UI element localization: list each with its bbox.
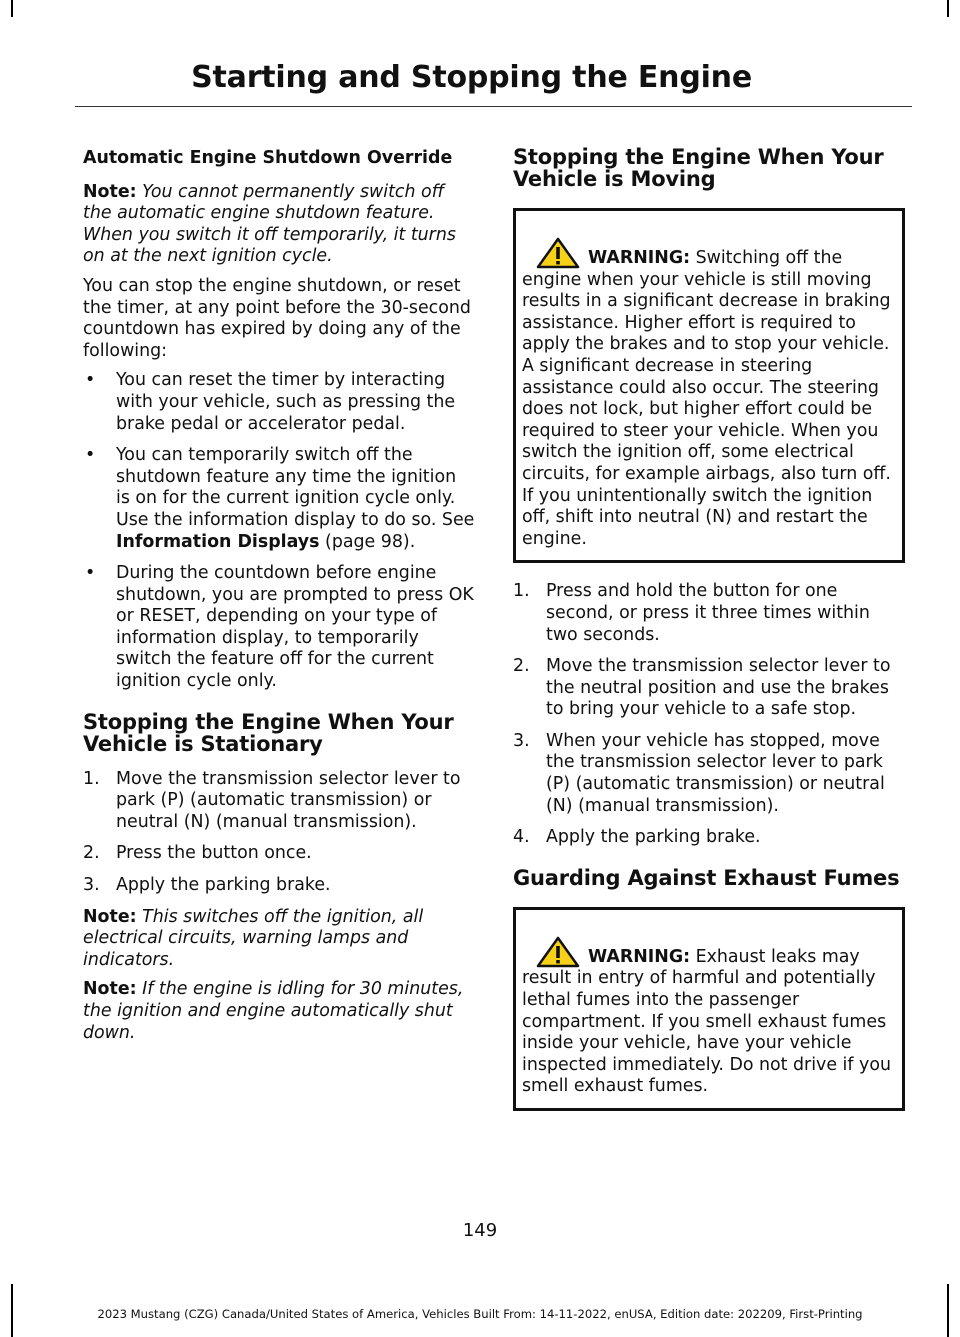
warning-triangle-icon: [536, 237, 580, 269]
warning-text: Exhaust leaks may result in entry of harmful and potentially lethal fumes into the passenger compartment. If you smell exhaust fumes inside your vehicle, have your vehicle inspected immediately. Do not drive if you smell exhaust fumes.: [522, 946, 891, 1097]
bullet-symbol: •: [85, 563, 96, 584]
note-label: Note:: [83, 181, 137, 202]
step-number: 3.: [83, 875, 100, 896]
xref-page: (page 98).: [319, 531, 416, 552]
moving-heading: Stopping the Engine When Your Vehicle is Moving: [513, 145, 884, 191]
override-intro: You can stop the engine shutdown, or reset the timer, at any point before the 30-second countdown has expired by doing any of the following:: [83, 275, 471, 361]
stationary-steps: [83, 769, 475, 897]
step-item: [513, 656, 905, 721]
right-column: [513, 146, 905, 1129]
left-column: [83, 148, 475, 1052]
step-item: [83, 843, 475, 865]
step-item: [83, 769, 475, 834]
crop-mark-top-left-vertical: [11, 0, 13, 17]
note-text: This switches off the ignition, all electrical circuits, warning lamps and indicators.: [83, 906, 424, 970]
step-text: Apply the parking brake.: [546, 827, 761, 848]
list-item-text: You can reset the timer by interacting with your vehicle, such as pressing the brake pedal or accelerator pedal.: [116, 370, 456, 434]
bullet-symbol: •: [85, 445, 96, 466]
list-item-text: You can temporarily switch off the shutdown feature any time the ignition is on for the current ignition cycle only. Use the information display to do so. See: [116, 445, 475, 530]
list-item-text: During the countdown before engine shutdown, you are prompted to press OK or RESET, depending on your type of information display, to temporarily switch the feature off for the current ignition cycle only.: [116, 563, 474, 692]
stationary-heading: Stopping the Engine When Your Vehicle is Stationary: [83, 709, 454, 756]
note-ignition-off: [83, 907, 475, 972]
step-text: Apply the parking brake.: [116, 875, 331, 896]
note-text: You cannot permanently switch off the automatic engine shutdown feature. When you switch it off temporarily, it turns on at the next ignition cycle.: [83, 181, 456, 267]
step-number: 2.: [513, 656, 530, 677]
crop-mark-top-right-vertical: [947, 0, 949, 17]
note-text: If the engine is idling for 30 minutes, the ignition and engine automatically shut down.: [83, 979, 464, 1043]
step-number: 1.: [83, 768, 100, 789]
step-text: Move the transmission selector lever to park (P) (automatic transmission) or neutral (N) (manual transmission).: [116, 768, 461, 832]
step-text: Move the transmission selector lever to the neutral position and use the brakes to bring your vehicle to a safe stop.: [546, 656, 891, 720]
fumes-heading: Guarding Against Exhaust Fumes: [513, 865, 900, 890]
step-item: [513, 581, 905, 646]
warning-text: Switching off the engine when your vehicle is still moving results in a significant decrease in braking assistance. Higher effort is required to apply the brakes and to stop your vehicle. A significant decrease in steering assistance could also occur. The steering does not lock, but higher effort could be required to steer your vehicle. When you switch the ignition off, some electrical circuits, for example airbags, also turn off. If you unintentionally switch the ignition off, shift into neutral (N) and restart the engine.: [522, 248, 891, 549]
warning-label: WARNING:: [588, 946, 691, 967]
bullet-symbol: •: [85, 370, 96, 391]
step-number: 1.: [513, 581, 530, 602]
note-label: Note:: [83, 979, 137, 1000]
edition-footer: 2023 Mustang (CZG) Canada/United States of America, Vehicles Built From: 14-11-2022, enUSA, Edition date: 202209, First-Printing: [97, 1307, 863, 1321]
step-text: Press the button once.: [116, 843, 312, 864]
page-number: 149: [462, 1220, 498, 1241]
step-text: Press and hold the button for one second, or press it three times within two seconds.: [546, 581, 870, 645]
information-displays-link[interactable]: Information Displays: [116, 531, 320, 552]
warning-triangle-icon: [536, 936, 580, 968]
list-item: [83, 445, 475, 553]
override-options-list: [83, 370, 475, 692]
step-number: 2.: [83, 843, 100, 864]
override-heading: Automatic Engine Shutdown Override: [83, 148, 453, 168]
list-item: [83, 563, 475, 693]
page-title: Starting and Stopping the Engine: [191, 60, 752, 95]
step-item: [513, 827, 905, 849]
step-item: [513, 731, 905, 817]
step-number: 4.: [513, 827, 530, 848]
note-shutdown-permanent: [83, 182, 475, 268]
step-text: When your vehicle has stopped, move the transmission selector lever to park (P) (automatic transmission) or neutral (N) (manual transmission).: [546, 730, 885, 816]
moving-steps: [513, 581, 905, 849]
warning-label: WARNING:: [588, 248, 691, 268]
header-divider: [75, 106, 912, 107]
step-number: 3.: [513, 730, 530, 751]
step-item: [83, 875, 475, 897]
warning-box-moving: [513, 208, 905, 563]
list-item: [83, 370, 475, 435]
warning-box-fumes: [513, 907, 905, 1111]
note-label: Note:: [83, 906, 137, 927]
note-idle-shutdown: [83, 979, 475, 1044]
